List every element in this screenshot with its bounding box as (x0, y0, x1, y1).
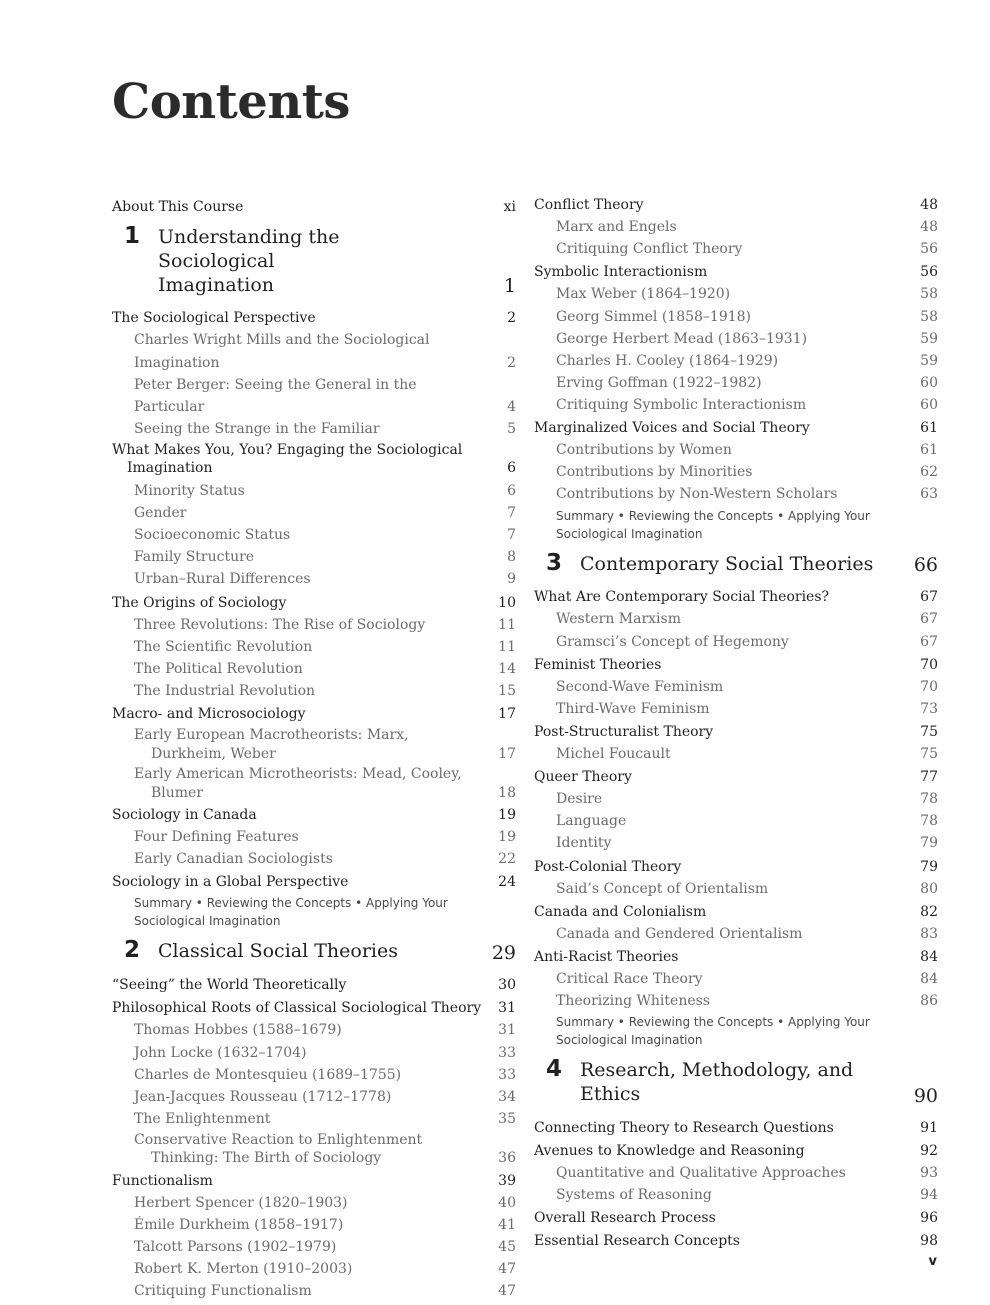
toc-page-number: 24 (498, 874, 516, 891)
toc-subentry[interactable] (112, 524, 516, 546)
toc-subentry[interactable] (534, 439, 938, 461)
toc-entry-label: Urban–Rural Differences (134, 571, 311, 588)
chapter-number: 3 (546, 549, 563, 576)
chapter-page: 29 (491, 942, 516, 965)
toc-entry-label: John Locke (1632–1704) (134, 1044, 307, 1061)
chapter-number: 2 (124, 937, 141, 964)
toc-subentry[interactable] (534, 394, 938, 416)
toc-entry-label: Herbert Spencer (1820–1903) (134, 1195, 348, 1212)
toc-entry-label: Conflict Theory (534, 197, 644, 213)
toc-entry-label: Connecting Theory to Research Questions (534, 1119, 834, 1136)
toc-subentry[interactable] (112, 826, 516, 848)
toc-entry-label: Third-Wave Feminism (556, 700, 710, 717)
toc-page-number: 15 (498, 682, 516, 699)
toc-page-number: 35 (498, 1110, 516, 1127)
toc-subentry[interactable] (534, 631, 938, 653)
toc-subentry[interactable] (112, 1280, 516, 1302)
toc-entry[interactable] (112, 871, 516, 893)
toc-subentry[interactable] (112, 726, 516, 763)
toc-entry-label: Critiquing Conflict Theory (556, 241, 743, 258)
toc-subentry[interactable] (112, 1064, 516, 1086)
toc-subentry[interactable] (534, 238, 938, 260)
toc-page-number: 18 (498, 784, 516, 801)
toc-page-number: 40 (498, 1195, 516, 1212)
toc-page-number: 36 (498, 1150, 516, 1167)
toc-page-number: 4 (507, 398, 516, 415)
toc-entry[interactable] (112, 804, 516, 826)
toc-entry-label: Early Canadian Sociologists (134, 851, 333, 868)
toc-entry[interactable] (534, 261, 938, 283)
toc-page-number: 96 (920, 1210, 938, 1227)
toc-entry-label: Peter Berger: Seeing the General in the Particular (134, 376, 417, 415)
page-title: Contents (112, 74, 350, 130)
toc-page-number: 83 (920, 925, 938, 942)
toc-page-number: 48 (920, 197, 938, 213)
toc-entry-label: Post-Structuralist Theory (534, 723, 714, 740)
toc-subentry[interactable] (112, 1019, 516, 1041)
toc-entry-label: Charles Wright Mills and the Sociological Imagination (134, 332, 430, 371)
toc-page-number: 67 (920, 611, 938, 628)
toc-subentry[interactable] (534, 306, 938, 328)
toc-page-number: 56 (920, 241, 938, 258)
toc-entry-label: Thomas Hobbes (1588–1679) (134, 1022, 342, 1039)
toc-entry-label: Minority Status (134, 482, 245, 499)
toc-subentry[interactable] (534, 328, 938, 350)
toc-entry-label: Functionalism (112, 1172, 213, 1189)
toc-entry[interactable] (534, 721, 938, 743)
toc-page-number: xi (503, 199, 516, 215)
toc-subentry[interactable] (112, 1042, 516, 1064)
toc-page-number: 93 (920, 1165, 938, 1182)
toc-entry-label: Anti-Racist Theories (534, 949, 679, 966)
toc-page-number: 17 (498, 706, 516, 723)
toc-page-number: 2 (507, 310, 516, 327)
toc-entry-label: Queer Theory (534, 769, 632, 786)
toc-entry-label: The Origins of Sociology (112, 594, 287, 611)
toc-entry-label: The Sociological Perspective (112, 310, 316, 327)
toc-subentry[interactable] (112, 1258, 516, 1280)
toc-entry[interactable] (534, 946, 938, 968)
toc-page-number: 39 (498, 1172, 516, 1189)
toc-page-number: 98 (920, 1233, 938, 1250)
toc-page-number: 19 (498, 829, 516, 846)
toc-subentry[interactable] (112, 658, 516, 680)
toc-page-number: 47 (498, 1261, 516, 1278)
toc-subentry[interactable] (534, 810, 938, 832)
toc-entry-label: The Scientific Revolution (134, 638, 313, 655)
toc-entry-label: Identity (556, 835, 612, 852)
toc-page-number: 73 (920, 700, 938, 717)
toc-subentry[interactable] (534, 990, 938, 1012)
toc-entry-label: Quantitative and Qualitative Approaches (556, 1165, 846, 1182)
toc-subentry[interactable] (112, 680, 516, 702)
toc-subentry[interactable] (112, 502, 516, 524)
toc-entry[interactable] (112, 441, 516, 478)
toc-subentry[interactable] (534, 216, 938, 238)
toc-page-number: 61 (920, 420, 938, 437)
page-folio: v (928, 1254, 937, 1269)
toc-subentry[interactable] (112, 1086, 516, 1108)
toc-subentry[interactable] (534, 350, 938, 372)
toc-page-number: 58 (920, 286, 938, 303)
toc-page-number: 34 (498, 1088, 516, 1105)
chapter-heading-3[interactable] (534, 549, 938, 577)
toc-page-number: 84 (920, 971, 938, 988)
toc-subentry[interactable] (112, 1131, 516, 1168)
chapter-number: 1 (124, 223, 141, 250)
toc-page-number: 9 (507, 571, 516, 588)
toc-entry-label: Max Weber (1864–1920) (556, 286, 731, 303)
toc-page-number: 6 (507, 460, 516, 477)
toc-page-number: 6 (507, 482, 516, 499)
toc-page-number: 82 (920, 903, 938, 920)
toc-entry-label: Marginalized Voices and Social Theory (534, 420, 810, 437)
toc-entry-label: Canada and Gendered Orientalism (556, 925, 803, 942)
toc-subentry[interactable] (534, 1162, 938, 1184)
toc-entry-label: Contributions by Women (556, 442, 732, 459)
toc-subentry[interactable] (112, 480, 516, 502)
toc-subentry[interactable] (534, 698, 938, 720)
toc-subentry[interactable] (112, 614, 516, 636)
chapter-summary-line: Summary • Reviewing the Concepts • Applying Your Sociological Imagination (556, 508, 870, 541)
toc-page-number: 33 (498, 1044, 516, 1061)
toc-page-number: 59 (920, 352, 938, 369)
toc-entry[interactable] (112, 703, 516, 725)
toc-page-number: 79 (920, 858, 938, 875)
toc-subentry[interactable] (534, 923, 938, 945)
toc-entry-label: Critiquing Symbolic Interactionism (556, 396, 807, 413)
chapter-page: 90 (913, 1084, 938, 1107)
toc-entry-label: Said’s Concept of Orientalism (556, 880, 769, 897)
toc-page-number: 8 (507, 549, 516, 566)
chapter-page: 66 (913, 554, 938, 577)
toc-page-number: 7 (507, 527, 516, 544)
toc-column-left (112, 196, 516, 1303)
toc-page-number: 60 (920, 374, 938, 391)
toc-entry-label: Systems of Reasoning (556, 1187, 712, 1204)
toc-entry-label: Marx and Engels (556, 219, 677, 236)
toc-entry-label: Sociology in Canada (112, 807, 257, 824)
toc-subentry[interactable] (534, 788, 938, 810)
toc-entry-label: Avenues to Knowledge and Reasoning (534, 1142, 805, 1159)
toc-entry[interactable] (112, 1170, 516, 1192)
toc-entry-label: Gramsci’s Concept of Hegemony (556, 633, 789, 650)
toc-page-number: 30 (498, 977, 516, 994)
toc-page-number: 10 (498, 594, 516, 611)
toc-page-number: 31 (498, 1000, 516, 1017)
toc-entry[interactable] (534, 1117, 938, 1139)
toc-page-number: 79 (920, 835, 938, 852)
toc-subentry[interactable] (534, 608, 938, 630)
toc-entry-label: Desire (556, 791, 603, 808)
toc-page-number: 58 (920, 308, 938, 325)
toc-entry[interactable] (534, 1230, 938, 1252)
toc-entry[interactable] (534, 194, 938, 216)
toc-page-number: 60 (920, 396, 938, 413)
toc-page-number: 41 (498, 1217, 516, 1234)
toc-entry[interactable] (534, 654, 938, 676)
toc-subentry[interactable] (112, 765, 516, 802)
chapter-summary-line: Summary • Reviewing the Concepts • Applying Your Sociological Imagination (134, 896, 448, 929)
toc-entry-label: Erving Goffman (1922–1982) (556, 374, 762, 391)
chapter-page: 1 (503, 275, 516, 298)
toc-page-number: 5 (507, 420, 516, 437)
toc-entry-label: Theorizing Whiteness (556, 993, 710, 1010)
toc-subentry[interactable] (534, 676, 938, 698)
toc-page-number: 45 (498, 1239, 516, 1256)
toc-page-number: 70 (920, 678, 938, 695)
toc-page-number: 22 (498, 851, 516, 868)
toc-entry[interactable] (112, 592, 516, 614)
toc-entry-label: Four Defining Features (134, 829, 299, 846)
toc-entry[interactable] (534, 417, 938, 439)
toc-subentry[interactable] (534, 483, 938, 505)
toc-entry-label: Contributions by Non-Western Scholars (556, 486, 838, 503)
toc-entry-label: Contributions by Minorities (556, 464, 753, 481)
toc-page-number: 70 (920, 656, 938, 673)
toc-entry-label: The Political Revolution (134, 660, 303, 677)
chapter-heading-1[interactable] (112, 223, 516, 298)
toc-entry[interactable] (534, 1207, 938, 1229)
toc-entry-label: Sociology in a Global Perspective (112, 874, 349, 891)
toc-entry-label: Jean-Jacques Rousseau (1712–1778) (134, 1088, 392, 1105)
chapter-title: Understanding the Sociological Imagination (158, 226, 340, 296)
toc-entry-label: Philosophical Roots of Classical Sociological Theory (112, 1000, 482, 1017)
toc-subentry[interactable] (112, 418, 516, 440)
toc-subentry[interactable] (534, 283, 938, 305)
toc-entry-label: Canada and Colonialism (534, 903, 707, 920)
chapter-heading-2[interactable] (112, 937, 516, 965)
chapter-title: Research, Methodology, and Ethics (580, 1059, 854, 1106)
toc-page-number: 14 (498, 660, 516, 677)
chapter-title: Contemporary Social Theories (580, 552, 874, 575)
toc-entry-label: Charles H. Cooley (1864–1929) (556, 352, 779, 369)
toc-subentry[interactable] (534, 743, 938, 765)
toc-page-number: 94 (920, 1187, 938, 1204)
toc-entry-label: Socioeconomic Status (134, 527, 291, 544)
toc-page-number: 78 (920, 791, 938, 808)
chapter-heading-4[interactable] (534, 1056, 938, 1107)
toc-entry-label: Overall Research Process (534, 1210, 716, 1227)
toc-entry-label: Post-Colonial Theory (534, 858, 682, 875)
toc-entry-label: Early American Microtheorists: Mead, Cooley, Blumer (134, 766, 462, 801)
toc-page-number: 17 (498, 745, 516, 762)
toc-page-number: 84 (920, 949, 938, 966)
toc-subentry[interactable] (534, 1184, 938, 1206)
toc-entry-label: The Enlightenment (134, 1110, 271, 1127)
toc-subentry[interactable] (112, 848, 516, 870)
toc-entry[interactable] (112, 997, 516, 1019)
toc-page-number: 11 (498, 616, 516, 633)
toc-entry[interactable] (112, 307, 516, 329)
toc-entry-label: What Are Contemporary Social Theories? (534, 589, 830, 606)
toc-page-number: 67 (920, 589, 938, 606)
toc-entry-label: Critical Race Theory (556, 971, 703, 988)
toc-entry[interactable] (534, 901, 938, 923)
toc-entry[interactable] (534, 1140, 938, 1162)
toc-page-number: 62 (920, 464, 938, 481)
toc-entry-about[interactable] (112, 196, 516, 218)
toc-subentry[interactable] (112, 329, 516, 373)
toc-entry-label: Three Revolutions: The Rise of Sociology (134, 616, 426, 633)
toc-subentry[interactable] (534, 878, 938, 900)
toc-entry-label: Georg Simmel (1858–1918) (556, 308, 752, 325)
toc-page-number: 86 (920, 993, 938, 1010)
toc-page-number: 91 (920, 1119, 938, 1136)
chapter-summary-line: Summary • Reviewing the Concepts • Applying Your Sociological Imagination (556, 1015, 870, 1048)
toc-page-number: 48 (920, 219, 938, 236)
toc-entry-label: Early European Macrotheorists: Marx, Durkheim, Weber (134, 727, 409, 762)
toc-page-number: 59 (920, 330, 938, 347)
toc-entry-label: Western Marxism (556, 611, 681, 628)
toc-entry-label: Family Structure (134, 549, 255, 566)
toc-page-number: 31 (498, 1022, 516, 1039)
toc-entry-label: Michel Foucault (556, 746, 671, 763)
toc-subentry[interactable] (112, 636, 516, 658)
toc-page-number: 63 (920, 486, 938, 503)
toc-subentry[interactable] (112, 1192, 516, 1214)
toc-subentry[interactable] (534, 461, 938, 483)
toc-entry-label: What Makes You, You? Engaging the Sociological Imagination (112, 442, 463, 477)
toc-subentry[interactable] (534, 832, 938, 854)
toc-page-number: 47 (498, 1283, 516, 1300)
toc-page-number: 67 (920, 633, 938, 650)
toc-page-number: 61 (920, 442, 938, 459)
toc-entry-label: George Herbert Mead (1863–1931) (556, 330, 808, 347)
toc-entry-label: Essential Research Concepts (534, 1233, 740, 1250)
toc-page-number: 19 (498, 807, 516, 824)
toc-entry-label: Conservative Reaction to Enlightenment Thinking: The Birth of Sociology (134, 1131, 423, 1167)
toc-entry[interactable] (112, 974, 516, 996)
toc-entry-label: Talcott Parsons (1902–1979) (134, 1239, 337, 1256)
toc-page-number: 80 (920, 880, 938, 897)
toc-entry-label: Charles de Montesquieu (1689–1755) (134, 1066, 402, 1083)
toc-subentry[interactable] (534, 372, 938, 394)
toc-entry-label: “Seeing” the World Theoretically (112, 977, 347, 994)
toc-subentry[interactable] (112, 1236, 516, 1258)
toc-entry-label: Second-Wave Feminism (556, 678, 724, 695)
toc-subentry[interactable] (112, 1108, 516, 1130)
toc-entry-label: Symbolic Interactionism (534, 264, 708, 281)
toc-subentry[interactable] (112, 374, 516, 418)
chapter-number: 4 (546, 1056, 563, 1083)
toc-page-number: 2 (507, 354, 516, 371)
toc-entry[interactable] (534, 856, 938, 878)
toc-subentry[interactable] (112, 546, 516, 568)
toc-entry-label: Critiquing Functionalism (134, 1283, 312, 1300)
toc-entry-label: Gender (134, 505, 187, 522)
toc-subentry[interactable] (112, 1214, 516, 1236)
chapter-title: Classical Social Theories (158, 940, 398, 963)
toc-entry-label: Émile Durkheim (1858–1917) (134, 1217, 344, 1234)
toc-column-right (534, 194, 938, 1253)
toc-page-number: 56 (920, 264, 938, 281)
toc-page-number: 75 (920, 723, 938, 740)
toc-page-number: 92 (920, 1142, 938, 1159)
toc-page-number: 11 (498, 638, 516, 655)
toc-entry-label: Feminist Theories (534, 656, 662, 673)
toc-subentry[interactable] (534, 968, 938, 990)
toc-page-number: 7 (507, 505, 516, 522)
toc-entry-label: Seeing the Strange in the Familiar (134, 420, 380, 437)
toc-page-number: 78 (920, 813, 938, 830)
toc-entry-label: The Industrial Revolution (134, 682, 316, 699)
toc-entry-label: Robert K. Merton (1910–2003) (134, 1261, 353, 1278)
toc-page-number: 77 (920, 769, 938, 786)
toc-entry-label: About This Course (112, 199, 244, 215)
toc-entry[interactable] (534, 586, 938, 608)
toc-subentry[interactable] (112, 568, 516, 590)
toc-page-number: 75 (920, 746, 938, 763)
toc-page-number: 33 (498, 1066, 516, 1083)
toc-entry[interactable] (534, 766, 938, 788)
toc-entry-label: Language (556, 813, 627, 830)
toc-entry-label: Macro- and Microsociology (112, 706, 306, 723)
